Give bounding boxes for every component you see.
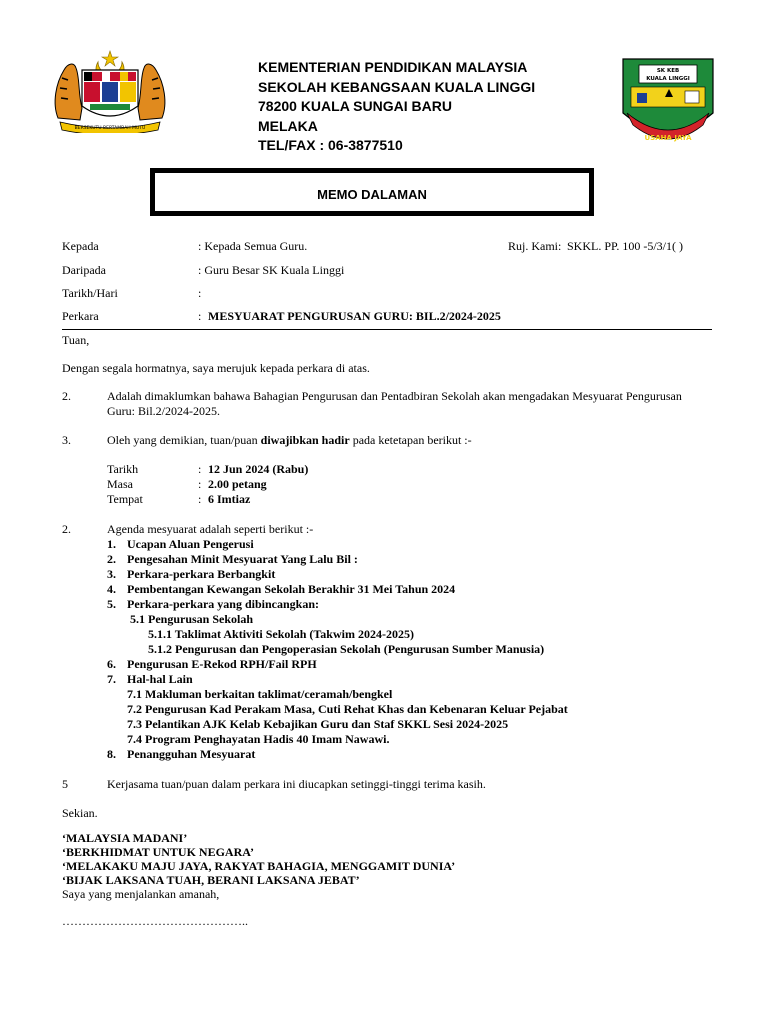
agenda-item-5-num: 5.: [107, 597, 116, 611]
para5-text: Kerjasama tuan/puan dalam perkara ini diucapkan setinggi-tinggi terima kasih.: [107, 777, 486, 791]
salutation: Tuan,: [62, 333, 90, 347]
detail-tarikh-value: 12 Jun 2024 (Rabu): [208, 462, 309, 476]
agenda-item-7: Hal-hal Lain: [127, 672, 193, 686]
field-tarikh-value: :: [198, 286, 202, 300]
school-logo-emblem: [617, 55, 719, 147]
federal-crest-emblem: [50, 48, 170, 133]
memo-title: MEMO DALAMAN: [317, 187, 427, 202]
school-state: MELAKA: [258, 117, 318, 134]
agenda-sub-5-1-2: 5.1.2 Pengurusan dan Pengoperasian Sekolah (Pengurusan Sumber Manusia): [148, 642, 545, 656]
field-perkara-colon: :: [198, 309, 202, 323]
agenda-item-7-num: 7.: [107, 672, 116, 686]
agenda-item-1-num: 1.: [107, 537, 116, 551]
agenda-item-2-num: 2.: [107, 552, 116, 566]
detail-masa-value: 2.00 petang: [208, 477, 267, 491]
agenda-item-2: Pengesahan Minit Mesyuarat Yang Lalu Bil :: [127, 552, 358, 566]
school-address: 78200 KUALA SUNGAI BARU: [258, 98, 452, 114]
agenda-item-6-num: 6.: [107, 657, 116, 671]
detail-tempat-value: 6 Imtiaz: [208, 492, 251, 506]
agenda-item-4-num: 4.: [107, 582, 116, 596]
motto-3: ‘MELAKAKU MAJU JAYA, RAKYAT BAHAGIA, MENGGAMIT DUNIA’: [62, 859, 456, 873]
agenda-item-8: Penangguhan Mesyuarat: [127, 747, 256, 761]
para2-line1: Adalah dimaklumkan bahawa Bahagian Pengurusan dan Pentadbiran Sekolah akan mengadakan Mesyuarat Pengurusan: [107, 389, 682, 403]
memo-title-box: [150, 168, 594, 216]
closing-amanah: Saya yang menjalankan amanah,: [62, 887, 220, 901]
field-perkara-label: Perkara: [62, 309, 99, 323]
field-ruj-label: Ruj. Kami:: [508, 239, 562, 253]
detail-masa-colon: :: [198, 477, 202, 491]
para3-pre: Oleh yang demikian, tuan/puan: [107, 433, 261, 447]
para3-bold: diwajibkan hadir: [260, 433, 350, 447]
agenda-item-1: Ucapan Aluan Pengerusi: [127, 537, 254, 551]
intro-paragraph: Dengan segala hormatnya, saya merujuk kepada perkara di atas.: [62, 361, 370, 375]
detail-tempat-label: Tempat: [107, 492, 143, 506]
para3-post: pada ketetapan berikut :-: [349, 433, 472, 447]
agenda-sub-5-1-1: 5.1.1 Taklimat Aktiviti Sekolah (Takwim 2024-2025): [148, 627, 414, 641]
agenda-sub-7-2: 7.2 Pengurusan Kad Perakam Masa, Cuti Rehat Khas dan Kebenaran Keluar Pejabat: [127, 702, 568, 716]
field-kepada-value: : Kepada Semua Guru.: [198, 239, 308, 253]
field-daripada-value: : Guru Besar SK Kuala Linggi: [198, 263, 345, 277]
agenda-item-3: Perkara-perkara Berbangkit: [127, 567, 276, 581]
field-tarikh-label: Tarikh/Hari: [62, 286, 118, 300]
agenda-item-4: Pembentangan Kewangan Sekolah Berakhir 31 Mei Tahun 2024: [127, 582, 456, 596]
logo-line1: SK KEB: [656, 68, 680, 74]
motto-2: ‘BERKHIDMAT UNTUK NEGARA’: [62, 845, 255, 859]
ministry-name: KEMENTERIAN PENDIDIKAN MALAYSIA: [258, 59, 528, 75]
field-ruj-value: SKKL. PP. 100 -5/3/1( ): [567, 239, 684, 253]
letterhead: [258, 58, 535, 156]
closing-sekian: Sekian.: [62, 806, 98, 820]
field-perkara-value: MESYUARAT PENGURUSAN GURU: BIL.2/2024-2025: [208, 309, 501, 323]
agenda-sub-7-1: 7.1 Makluman berkaitan taklimat/ceramah/bengkel: [127, 687, 393, 701]
header-divider: [62, 329, 712, 330]
agenda-item-3-num: 3.: [107, 567, 116, 581]
field-kepada-label: Kepada: [62, 239, 99, 253]
agenda-item-5: Perkara-perkara yang dibincangkan:: [127, 597, 320, 611]
para3-number: 3.: [62, 433, 71, 447]
para5-number: 5: [62, 777, 68, 791]
para4-number: 2.: [62, 522, 71, 536]
agenda-sub-7-4: 7.4 Program Penghayatan Hadis 40 Imam Nawawi.: [127, 732, 390, 746]
detail-tarikh-colon: :: [198, 462, 202, 476]
signature-line: ………………………………………..: [62, 914, 248, 928]
crest-motto-text: BERSEKUTU BERTAMBAH MUTU: [74, 126, 146, 131]
para2-number: 2.: [62, 389, 71, 403]
para4-text: Agenda mesyuarat adalah seperti berikut :-: [107, 522, 314, 536]
para2-line2: Guru: Bil.2/2024-2025.: [107, 404, 220, 418]
detail-tarikh-label: Tarikh: [107, 462, 139, 476]
agenda-item-6: Pengurusan E-Rekod RPH/Fail RPH: [127, 657, 317, 671]
school-telfax: TEL/FAX : 06-3877510: [258, 137, 403, 153]
motto-4: ‘BIJAK LAKSANA TUAH, BERANI LAKSANA JEBAT’: [62, 873, 360, 887]
agenda-item-8-num: 8.: [107, 747, 116, 761]
logo-line2: KUALA LINGGI: [646, 76, 690, 82]
agenda-sub-5-1: 5.1 Pengurusan Sekolah: [130, 612, 254, 626]
detail-masa-label: Masa: [107, 477, 133, 491]
para3-text: [107, 433, 472, 448]
detail-tempat-colon: :: [198, 492, 202, 506]
motto-1: ‘MALAYSIA MADANI’: [62, 831, 188, 845]
school-name: SEKOLAH KEBANGSAAN KUALA LINGGI: [258, 78, 536, 95]
agenda-sub-7-3: 7.3 Pelantikan AJK Kelab Kebajikan Guru dan Staf SKKL Sesi 2024-2025: [127, 717, 509, 731]
field-daripada-label: Daripada: [62, 263, 106, 277]
logo-motto: USAHA JAYA: [644, 134, 692, 142]
